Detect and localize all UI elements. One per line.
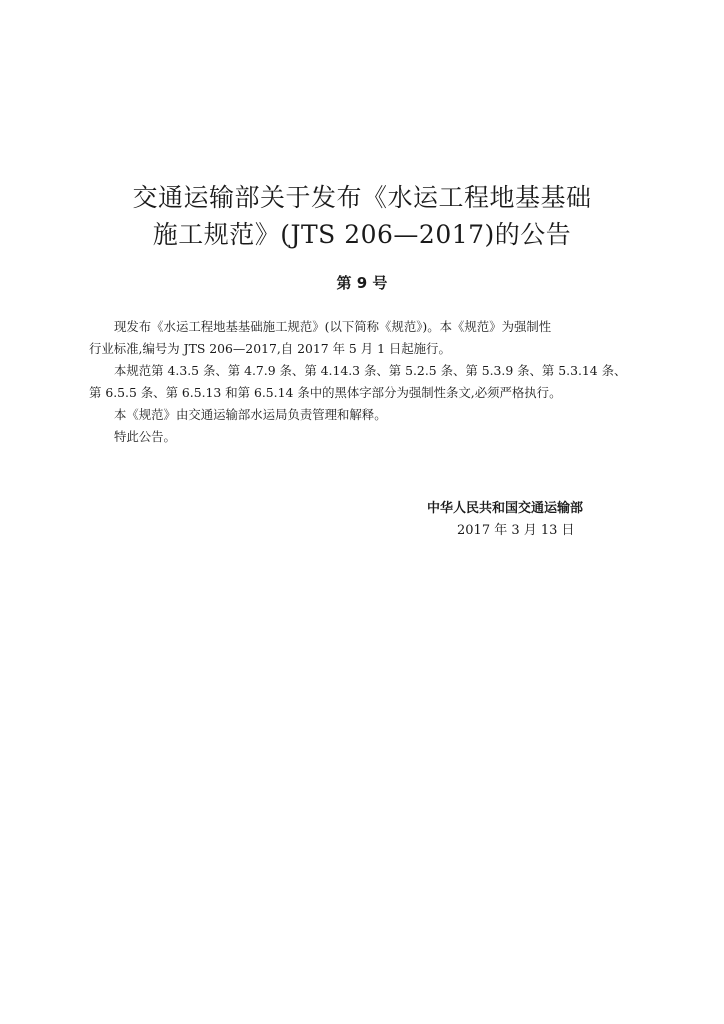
signatory: 中华人民共和国交通运输部 bbox=[427, 501, 584, 516]
announcement-number: 第 9 号 bbox=[336, 274, 388, 292]
paragraph-2-line-2: 第 6.5.5 条、第 6.5.13 和第 6.5.14 条中的黑体字部分为强制性条文,必须严格执行。 bbox=[89, 385, 562, 400]
paragraph-1-line-2: 行业标准,编号为 JTS 206—2017,自 2017 年 5 月 1 日起施行。 bbox=[89, 341, 451, 356]
issue-date: 2017 年 3 月 13 日 bbox=[457, 523, 575, 538]
paragraph-4: 特此公告。 bbox=[114, 429, 176, 444]
paragraph-3: 本《规范》由交通运输部水运局负责管理和解释。 bbox=[114, 407, 387, 422]
title-line-1: 交通运输部关于发布《水运工程地基基础 bbox=[132, 183, 592, 212]
paragraph-2-line-1: 本规范第 4.3.5 条、第 4.7.9 条、第 4.14.3 条、第 5.2.5 条、第 5.3.9 条、第 5.3.14 条、 bbox=[114, 363, 627, 378]
title-line-2: 施工规范》(JTS 206—2017)的公告 bbox=[152, 220, 572, 249]
paragraph-1-line-1: 现发布《水运工程地基基础施工规范》(以下简称《规范》)。本《规范》为强制性 bbox=[114, 319, 552, 334]
